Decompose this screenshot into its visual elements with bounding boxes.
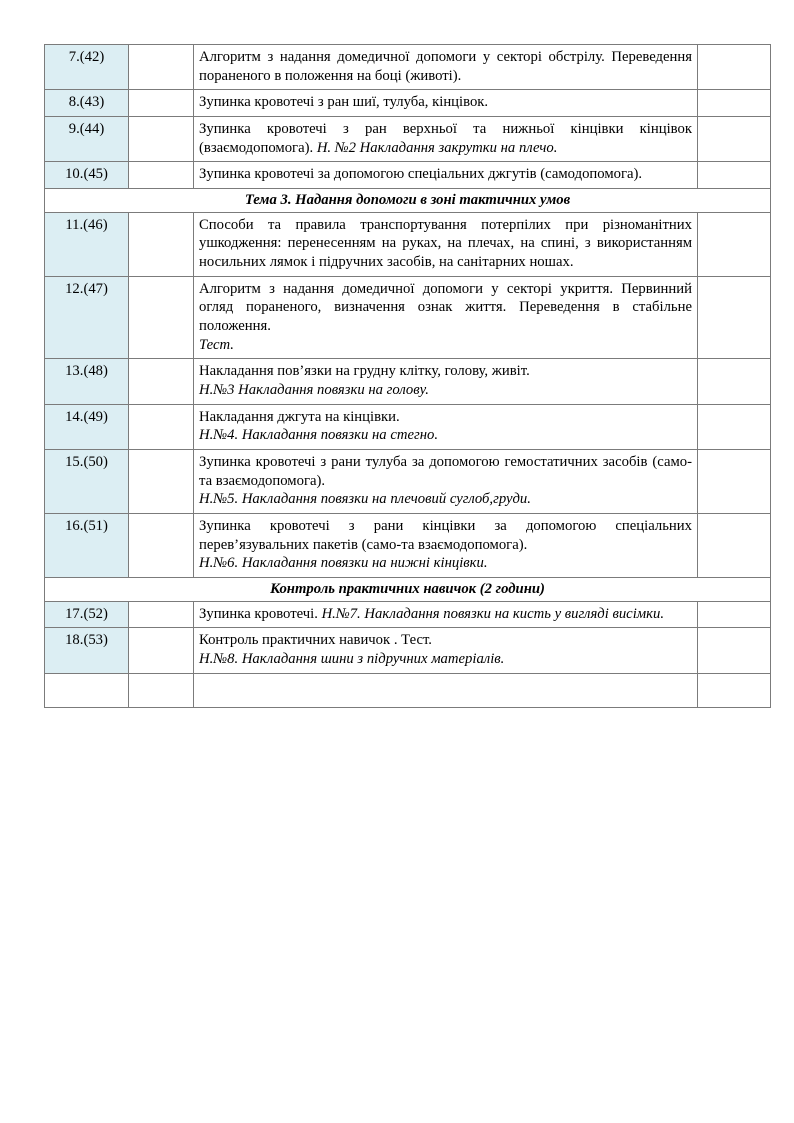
lesson-content-cell [194, 450, 698, 514]
lesson-number-cell: 17.(52) [45, 601, 129, 628]
theme-header-title: Тема 3. Надання допомоги в зоні тактичних умов [45, 189, 771, 213]
lesson-content-line [199, 650, 692, 669]
lesson-content-text: Н.№6. Накладання повязки на нижні кінцівки. [199, 555, 488, 572]
lesson-content-text: Н.№8. Накладання шини з підручних матеріалів. [199, 651, 505, 668]
table-row [45, 450, 771, 514]
lesson-content-cell [194, 359, 698, 404]
note-cell [698, 117, 771, 162]
note-cell [698, 601, 771, 628]
lesson-content-text: Зупинка кровотечі з ран верхньої та нижньої кінцівки кінцівок (взаємодопомога). [199, 121, 692, 156]
table-row [45, 276, 771, 359]
lesson-number-cell: 14.(49) [45, 404, 129, 449]
lesson-content-cell [194, 404, 698, 449]
lesson-content-text: Зупинка кровотечі за допомогою спеціальних джгутів (самодопомога). [199, 166, 643, 183]
lesson-number-cell: 11.(46) [45, 212, 129, 276]
lesson-number-cell: 15.(50) [45, 450, 129, 514]
lesson-content-text: Накладання джгута на кінцівки. [199, 408, 400, 425]
table-row [45, 628, 771, 673]
note-cell [698, 673, 771, 707]
lesson-number-cell: 9.(44) [45, 117, 129, 162]
lesson-content-text: Зупинка кровотечі. [199, 605, 322, 622]
lesson-content-cell [194, 162, 698, 189]
table-row [45, 514, 771, 578]
lesson-content-cell [194, 45, 698, 90]
lesson-content-line [199, 517, 692, 554]
lesson-content-text: Контроль практичних навичок . Тест. [199, 632, 432, 649]
theme-header-title: Контроль практичних навичок (2 години) [45, 578, 771, 602]
note-cell [698, 404, 771, 449]
lesson-content-text: Способи та правила транспортування потерпілих при різноманітних ушкодження: перенесенням на руках, на плечах, на спині, з використанням носильних лямок і підручних засобів, на санітарних ношах. [199, 216, 692, 271]
lesson-content-line [199, 48, 692, 85]
hours-cell [129, 514, 194, 578]
lesson-content-line [199, 631, 692, 650]
lesson-number-cell [45, 673, 129, 707]
lesson-content-text: Зупинка кровотечі з ран шиї, тулуба, кінцівок. [199, 94, 489, 111]
hours-cell [129, 450, 194, 514]
lesson-content-cell [194, 212, 698, 276]
lesson-content-cell [194, 673, 698, 707]
lesson-content-text: Н.№4. Накладання повязки на стегно. [199, 427, 438, 444]
lesson-content-text: Зупинка кровотечі з рани тулуба за допомогою гемостатичних засобів (само- та взаємодопомога). [199, 454, 692, 489]
table-row [45, 117, 771, 162]
lesson-content-text: Зупинка кровотечі з рани кінцівки за допомогою спеціальних перев’язувальних пакетів (само-та взаємодопомога). [199, 518, 692, 553]
lesson-content-text: Накладання пов’язки на грудну клітку, голову, живіт. [199, 363, 530, 380]
lesson-content-line [199, 216, 692, 272]
lesson-content-line [199, 453, 692, 490]
lesson-content-cell [194, 514, 698, 578]
lesson-content-line [199, 605, 692, 624]
lesson-content-line [199, 408, 692, 427]
lesson-content-cell [194, 276, 698, 359]
note-cell [698, 90, 771, 117]
note-cell [698, 212, 771, 276]
lesson-number-cell: 8.(43) [45, 90, 129, 117]
table-row [45, 404, 771, 449]
hours-cell [129, 117, 194, 162]
note-cell [698, 628, 771, 673]
lesson-content-line [199, 336, 692, 355]
table-row [45, 45, 771, 90]
lesson-content-line [199, 490, 692, 509]
lesson-number-cell: 7.(42) [45, 45, 129, 90]
note-cell [698, 276, 771, 359]
table-row [45, 359, 771, 404]
lesson-content-cell [194, 90, 698, 117]
lesson-content-line [199, 554, 692, 573]
lesson-content-cell [194, 628, 698, 673]
hours-cell [129, 212, 194, 276]
lesson-content-practice-note: Н.№7. Накладання повязки на кисть у вигляді висімки. [321, 605, 665, 622]
lesson-content-line [199, 362, 692, 381]
lesson-content-text: Алгоритм з надання домедичної допомоги у секторі укриття. Первинний огляд пораненого, визначення ознак життя. Переведення в стабільне положення. [199, 280, 692, 335]
lesson-content-cell [194, 117, 698, 162]
lesson-plan-table [44, 44, 771, 708]
lesson-content-cell [194, 601, 698, 628]
lesson-content-line [199, 426, 692, 445]
lesson-number-cell: 16.(51) [45, 514, 129, 578]
hours-cell [129, 162, 194, 189]
lesson-content-line [199, 93, 692, 112]
hours-cell [129, 673, 194, 707]
lesson-content-line [199, 280, 692, 336]
table-row [45, 212, 771, 276]
lesson-content-text: Тест. [199, 336, 234, 353]
lesson-content-line [199, 381, 692, 400]
lesson-content-text: Н.№3 Накладання повязки на голову. [199, 382, 429, 399]
lesson-number-cell: 10.(45) [45, 162, 129, 189]
table-row [45, 90, 771, 117]
lesson-content-line [199, 120, 692, 157]
note-cell [698, 514, 771, 578]
lesson-number-cell: 12.(47) [45, 276, 129, 359]
lesson-plan-body [45, 45, 771, 708]
lesson-number-cell: 13.(48) [45, 359, 129, 404]
hours-cell [129, 404, 194, 449]
lesson-content-line [199, 165, 692, 184]
theme-header-row [45, 578, 771, 602]
hours-cell [129, 628, 194, 673]
hours-cell [129, 45, 194, 90]
note-cell [698, 162, 771, 189]
table-row [45, 601, 771, 628]
lesson-content-text: Н.№5. Накладання повязки на плечовий суглоб,груди. [199, 491, 531, 508]
lesson-content-text: Алгоритм з надання домедичної допомоги у секторі обстрілу. Переведення пораненого в положення на боці (животі). [199, 49, 692, 84]
hours-cell [129, 601, 194, 628]
lesson-number-cell: 18.(53) [45, 628, 129, 673]
hours-cell [129, 359, 194, 404]
hours-cell [129, 276, 194, 359]
note-cell [698, 450, 771, 514]
table-row-empty [45, 673, 771, 707]
note-cell [698, 45, 771, 90]
hours-cell [129, 90, 194, 117]
note-cell [698, 359, 771, 404]
table-row [45, 162, 771, 189]
lesson-content-practice-note: Н. №2 Накладання закрутки на плечо. [316, 139, 558, 156]
theme-header-row [45, 189, 771, 213]
